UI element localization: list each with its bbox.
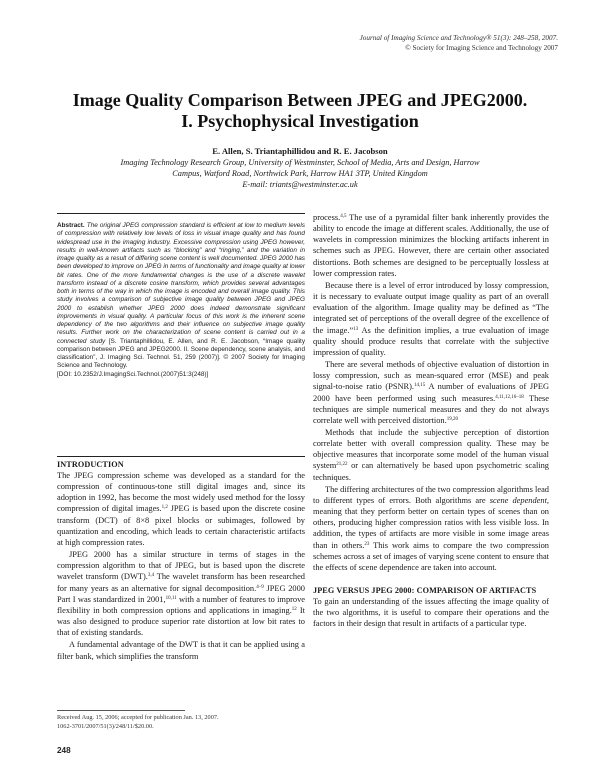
email-link[interactable]: triants@westminster.ac.uk: [269, 180, 358, 190]
text-run: The use of a pyramidal filter bank inherently provides the ability to encode the image at different scales. Additionally, the use of wavelets in compression minimizes the blocking artifacts inherent in schemes such as JPEG. However, there are certain other associated distortions. Both schemes are designed to be perceptually lossless at lower compression rates.: [313, 213, 549, 278]
text-run: , meaning that they perform better on certain types of scenes than on others, producing higher compression ratios with less visible loss. In addition, the types of artifacts are more visible in some image areas than in others.: [313, 495, 549, 550]
text-run: JPEG 2000 Part I was standardized in 2001,: [57, 583, 305, 604]
affiliation-line-2: Campus, Watford Road, Northwick Park, Harrow HA1 3TP, United Kingdom: [172, 169, 428, 179]
citation-ref[interactable]: 4,11,12,16–18: [495, 394, 524, 400]
text-run: There are several methods of objective evaluation of distortion in lossy compression, such as mean-squared error (MSE) and peak signal-to-noise ratio (PSNR).: [313, 360, 549, 392]
citation-ref[interactable]: 21,22: [336, 462, 348, 468]
copyright-notice: © Society for Imaging Science and Technology 2007: [405, 43, 558, 52]
abstract-citation: [S. Triantaphillidou, E. Allen, and R. E. Jacobson, “Image quality comparison between JPEG and JPEG2000. II. Scene dependency, scene analysis, and classification”, J. Imaging Sci. Technol. 51, 259 (2007)]. © 2007 Society for Imaging Science and Technology.: [57, 337, 306, 370]
abstract-doi[interactable]: [DOI: 10.2352/J.ImagingSci.Technol.(2007)51:3(248)]: [57, 370, 209, 378]
text-run: JPEG 2000 has a similar structure in terms of stages in the compression algorithm to that of JPEG, but is based upon the discrete wavelet transform (DWT).: [57, 550, 305, 582]
issn-line: 1062-3701/2007/51(3)/248/11/$20.00.: [57, 723, 154, 730]
footnote: [57, 713, 305, 731]
abstract: [57, 222, 305, 379]
text-run: Because there is a level of error introduced by lossy compression, it is necessary to evaluate output image quality as part of an overall evaluation of the algorithm. Image quality may be defined as “The integrated set of perceptions of the overall degree of the excellence of the image.”: [313, 280, 549, 335]
text-run: or can alternatively be based upon psychometric scaling techniques.: [313, 461, 549, 482]
email-label: E-mail:: [242, 180, 268, 190]
abstract-text: The original JPEG compression standard is efficient at low to medium levels of compression with relatively low levels of loss in visual image quality and has found widespread use in the imaging industry. Excessive compression using JPEG however, results in well-known artifacts such as “blocking” and “ringing,” and the variation in image quality as a result of differing scene content is well documented. JPEG 2000 has been developed to improve on JPEG in terms of functionality and image quality at lower bit rates. One of the more fundamental changes is the use of a discrete wavelet transform instead of a discrete cosine transform, which provides several advantages both in terms of the way in which the image is encoded and overall image quality. This study involves a comparison of subjective image quality between JPEG and JPEG 2000 to establish whether JPEG 2000 does indeed demonstrate significant improvements in visual quality. A particular focus of this work is the inherent scene dependency of the two algorithms and their influence on subjective image quality results. Further work on the characterization of scene content is carried out in a connected study: [57, 222, 305, 345]
page-number: 248: [57, 746, 71, 755]
citation-ref[interactable]: 4,5: [340, 214, 347, 219]
section-heading-introduction: INTRODUCTION: [57, 460, 124, 469]
abstract-bottom-rule: [57, 456, 305, 457]
citation-ref[interactable]: 4–9: [256, 584, 264, 590]
received-date: Received Aug. 15, 2006; accepted for publication Jan. 13, 2007.: [57, 714, 219, 721]
paragraph: [313, 212, 549, 279]
citation-ref[interactable]: 13: [353, 326, 359, 332]
text-run: It was also designed to produce superior rate distortion at low bit rates to that of existing standards.: [57, 605, 306, 638]
text-run: This work aims to compare the two compression schemes across a set of images of varying scene content to ensure that the effects of scene dependence are taken into account.: [313, 540, 549, 572]
citation-ref[interactable]: 19,20: [446, 416, 458, 422]
section-heading-jpeg-vs-jpeg2000: JPEG VERSUS JPEG 2000: COMPARISON OF ARTIFACTS: [313, 586, 537, 595]
footnote-rule: [57, 710, 185, 711]
paragraph: [57, 470, 305, 548]
right-column: [313, 212, 549, 630]
paragraph: To gain an understanding of the issues affecting the image quality of the two algorithms, it is useful to compare their operations and the factors in their design that result in artifacts of a particular type.: [313, 597, 549, 629]
title-line-1: Image Quality Comparison Between JPEG and JPEG2000.: [72, 90, 528, 110]
citation-ref[interactable]: 3,4: [147, 573, 155, 579]
text-run: As the definition implies, a true evaluation of image quality should produce results that correlate with the subjective impression of quality.: [313, 325, 549, 357]
citation-ref[interactable]: 14,15: [414, 383, 426, 389]
text-run: The JPEG compression scheme was developed as a standard for the compression of continuous-tone still digital images and, since its adoption in 1992, has become the most widely used method for the lossy compression of digital images.: [57, 471, 305, 514]
citation-ref[interactable]: 1,2: [161, 505, 168, 511]
abstract-top-rule: [57, 213, 305, 214]
text-run: The wavelet transform has been researched for many years as an alternative for signal decomposition.: [57, 572, 305, 593]
affiliation-line-1: Imaging Technology Research Group, University of Westminster, School of Media, Arts and Design, Harrow: [120, 158, 480, 167]
paragraph: A fundamental advantage of the DWT is that it can be applied using a filter bank, which simplifies the transform: [57, 640, 305, 661]
text-run: with a number of features to improve flexibility in both compression options and applications in imaging.: [57, 594, 306, 615]
email-line: [70, 179, 530, 190]
text-run: A number of evaluations of JPEG 2000 have been performed using such measures.: [313, 382, 549, 403]
paragraph: [57, 549, 305, 638]
title-line-2: I. Psychophysical Investigation: [181, 111, 419, 131]
citation-ref[interactable]: 12: [291, 606, 297, 612]
journal-citation: Journal of Imaging Science and Technology® 51(3): 248–258, 2007.: [359, 34, 558, 42]
paper-title: [40, 90, 560, 132]
left-column: [57, 459, 305, 663]
text-run: The differing architectures of the two compression algorithms lead to different types of errors. Both algorithms are: [313, 484, 549, 505]
text-run: Methods that include the subjective perception of distortion correlate better with overall compression quality. These may be objective measures that incorporate some model of the human visual system: [313, 427, 549, 471]
citation-ref[interactable]: 23: [364, 541, 370, 547]
emphasis: scene dependent: [489, 495, 547, 505]
affiliation: [70, 157, 530, 191]
text-run: JPEG is based upon the discrete cosine transform (DCT) of 8×8 pixel blocks or subimages, followed by quantization and encoding, which leads to certain characteristic artifacts at high compression rates.: [57, 504, 306, 547]
abstract-label: Abstract.: [57, 222, 85, 229]
text-run: process.: [313, 213, 341, 222]
text-run: These techniques are simple numerical measures and they do not always correlate well with perceived distortion.: [313, 393, 549, 425]
journal-header: [258, 34, 558, 53]
paragraph: [313, 484, 549, 573]
authors: E. Allen, S. Triantaphillidou and R. E. Jacobson: [212, 146, 388, 156]
paragraph: [313, 427, 549, 483]
paragraph: [313, 280, 549, 358]
paragraph: [313, 359, 549, 426]
citation-ref[interactable]: 10,11: [165, 595, 177, 601]
